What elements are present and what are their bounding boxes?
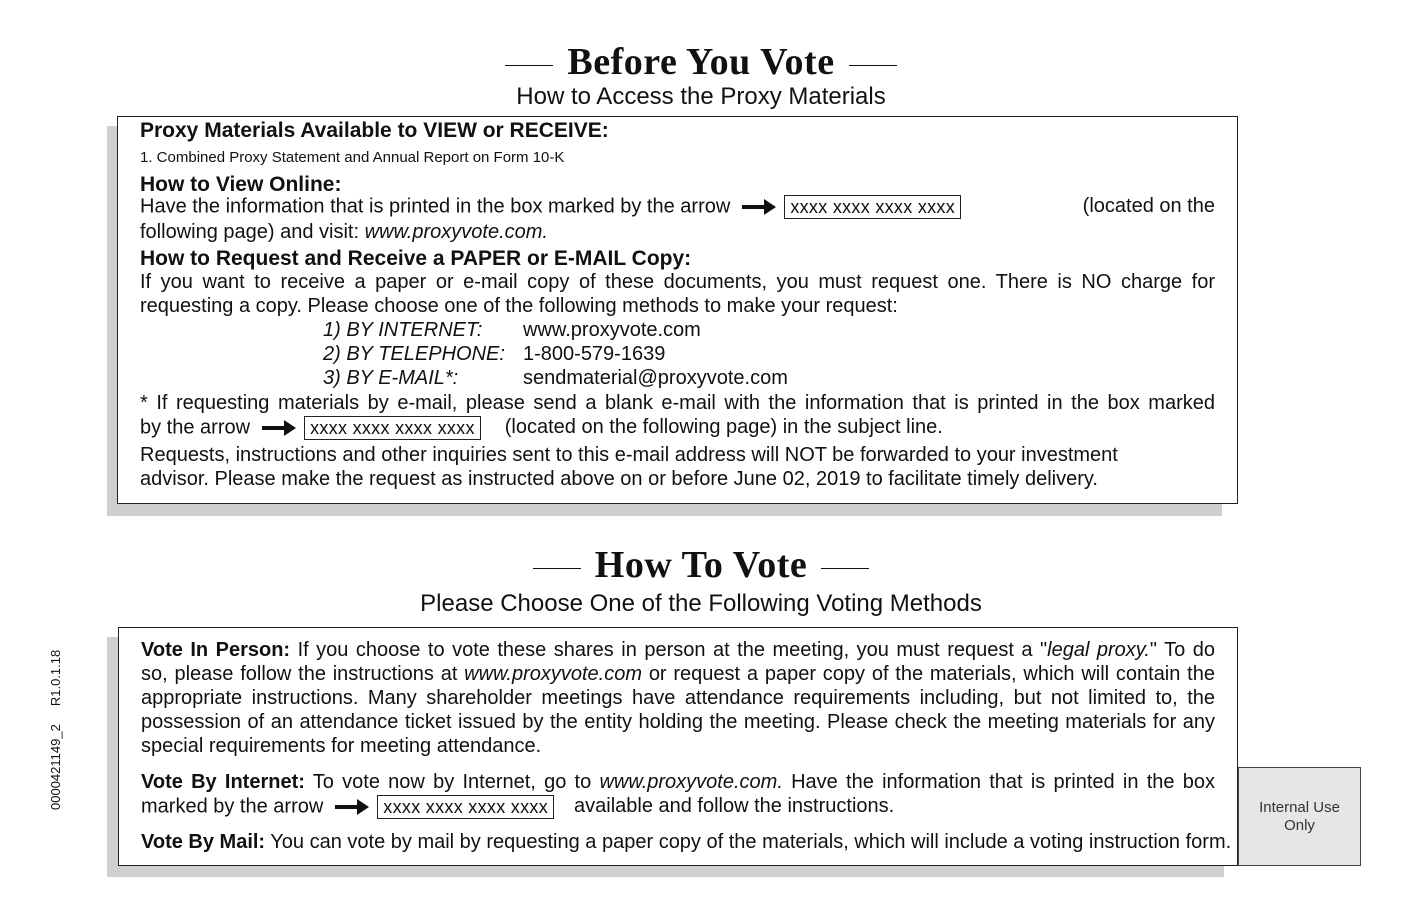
view-line-1-post: (located on the [1082, 195, 1215, 217]
request-heading: How to Request and Receive a PAPER or E-MAIL Copy: [140, 247, 692, 270]
internet-line-1 [141, 771, 1215, 794]
view-line-1-text: Have the information that is printed in the box marked by the arrow [140, 195, 731, 218]
internal-use-text: Internal Use Only [1259, 798, 1340, 834]
request-line-2: requesting a copy. Please choose one of the following methods to make your request: [140, 295, 898, 317]
in-person-text-end: or request a paper copy of the materials, which will contain the [642, 663, 1215, 685]
note-line-2-text: by the arrow [140, 416, 251, 439]
how-to-vote-title [0, 543, 1402, 587]
how-box [118, 627, 1238, 866]
internet-line-2-post: available and follow the instructions. [574, 795, 895, 818]
internet-text: To vote now by Internet, go to [304, 771, 600, 793]
before-title-text: Before You Vote [567, 41, 835, 83]
internet-label: Vote By Internet: [141, 771, 305, 793]
mail-label: Vote By Mail: [141, 831, 266, 853]
in-person-line-2 [141, 663, 1215, 686]
note-line-2 [140, 416, 1215, 444]
in-person-line-5: special requirements for meeting attendance. [141, 735, 542, 757]
materials-heading: Proxy Materials Available to VIEW or RECEIVE: [140, 119, 609, 142]
in-person-line-4: possession of an attendance ticket issued by the entity holding the meeting. Please check the meeting materials for any [141, 711, 1215, 733]
method-telephone [323, 343, 665, 366]
how-title-text: How To Vote [594, 544, 808, 586]
method-label: 1) BY INTERNET: [323, 319, 483, 341]
view-site-link[interactable]: www.proxyvote.com. [364, 221, 548, 243]
view-line-2 [140, 221, 1215, 244]
arrow-icon [335, 797, 369, 817]
internet-site-link[interactable]: www.proxyvote.com. [599, 771, 783, 793]
requests-line-2: advisor. Please make the request as instructed above on or before June 02, 2019 to facilitate timely delivery. [140, 468, 1098, 490]
in-person-site-link[interactable]: www.proxyvote.com [464, 663, 643, 685]
materials-item: 1. Combined Proxy Statement and Annual Report on Form 10-K [140, 149, 565, 166]
method-internet [323, 319, 701, 342]
internet-line-2 [141, 795, 1215, 823]
arrow-icon [742, 197, 776, 217]
requests-line-1: Requests, instructions and other inquiries sent to this e-mail address will NOT be forwarded to your investment [140, 444, 1118, 466]
method-value[interactable]: sendmaterial@proxyvote.com [523, 367, 788, 389]
arrow-icon [262, 418, 296, 438]
note-line-1: * If requesting materials by e-mail, please send a blank e-mail with the information that is printed in the box marked [140, 392, 1215, 414]
view-line-2-text: following page) and visit: [140, 221, 365, 243]
title-rule-left [505, 65, 553, 66]
in-person-label: Vote In Person: [141, 639, 291, 661]
mail-line [141, 831, 1232, 854]
request-line-1: If you want to receive a paper or e-mail copy of these documents, you must request one. There is NO charge for [140, 271, 1215, 293]
control-number-box: xxxx xxxx xxxx xxxx [784, 195, 961, 219]
control-number-box: xxxx xxxx xxxx xxxx [304, 416, 481, 440]
method-label: 3) BY E-MAIL*: [323, 367, 459, 389]
side-document-code: 0000421149_2 R1.0.1.18 [48, 649, 63, 810]
method-value[interactable]: www.proxyvote.com [523, 319, 701, 341]
before-subtitle: How to Access the Proxy Materials [516, 83, 886, 110]
internet-line-2-text: marked by the arrow [141, 795, 324, 818]
in-person-text: If you choose to vote these shares in person at the meeting, you must request a " [290, 639, 1048, 661]
in-person-line-3: appropriate instructions. Many shareholder meetings have attendance requirements including, but not limited to, the [141, 687, 1215, 709]
legal-proxy-text: legal proxy. [1047, 639, 1150, 661]
internal-use-box [1238, 767, 1361, 866]
before-box [117, 116, 1238, 504]
in-person-text-end: " To do [1149, 639, 1215, 661]
method-label: 2) BY TELEPHONE: [323, 343, 505, 365]
title-rule-right [821, 568, 869, 569]
in-person-text: so, please follow the instructions at [141, 663, 465, 685]
control-number-box: xxxx xxxx xxxx xxxx [377, 795, 554, 819]
title-rule-right [849, 65, 897, 66]
in-person-line-1 [141, 639, 1215, 662]
method-value[interactable]: 1-800-579-1639 [523, 343, 666, 365]
method-email [323, 367, 788, 390]
note-line-2-post: (located on the following page) in the subject line. [504, 416, 943, 439]
mail-text: You can vote by mail by requesting a paper copy of the materials, which will include a voting instruction form. [265, 831, 1232, 853]
view-heading: How to View Online: [140, 173, 342, 196]
how-subtitle: Please Choose One of the Following Voting Methods [420, 590, 982, 617]
before-you-vote-title [0, 40, 1402, 84]
title-rule-left [533, 568, 581, 569]
internet-text-end: Have the information that is printed in the box [782, 771, 1215, 793]
